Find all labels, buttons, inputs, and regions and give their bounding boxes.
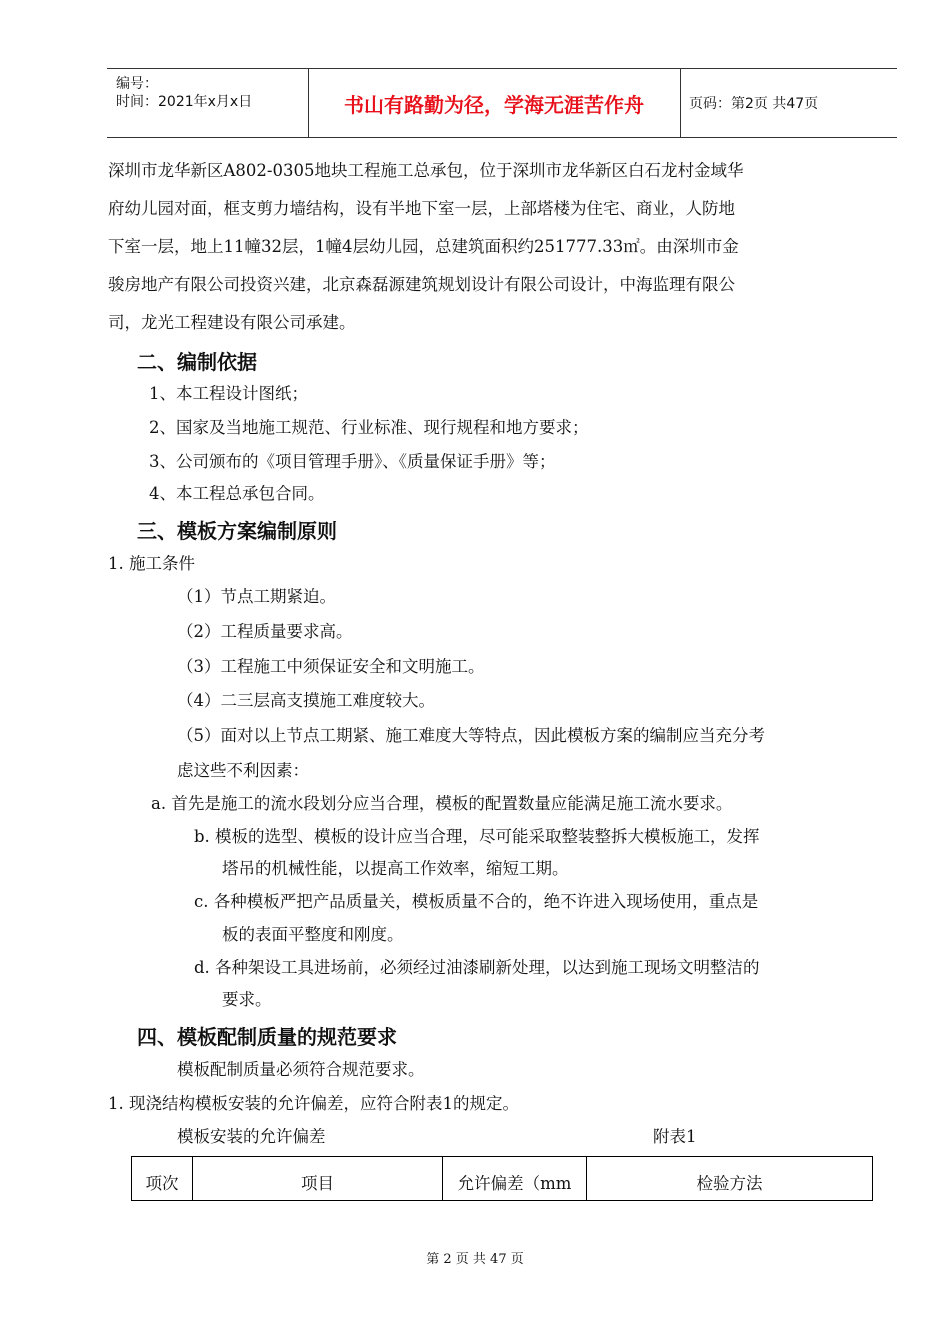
col-header-method: 检验方法	[587, 1157, 873, 1201]
section-heading: 四、模板配制质量的规范要求	[137, 1025, 397, 1049]
header-divider	[680, 69, 681, 137]
subsection-heading: 1. 施工条件	[108, 554, 195, 573]
col-header-item: 项目	[193, 1157, 443, 1201]
condition-item: 虑这些不利因素：	[177, 761, 309, 780]
table-reference: 附表1	[653, 1127, 697, 1146]
col-header-tolerance: 允许偏差（mm	[443, 1157, 587, 1201]
header-page-info: 页码：第2页 共47页	[689, 96, 819, 112]
principle-point: b. 模板的选型、模板的设计应当合理，尽可能采取整装整拆大模板施工，发挥	[194, 827, 760, 846]
basis-item: 2、国家及当地施工规范、行业标准、现行规程和地方要求；	[149, 418, 589, 437]
principle-point: d. 各种架设工具进场前，必须经过油漆刷新处理，以达到施工现场文明整洁的	[194, 958, 760, 977]
subsection-heading: 1. 现浇结构模板安装的允许偏差，应符合附表1的规定。	[108, 1094, 519, 1113]
header-motto: 书山有路勤为径，学海无涯苦作舟	[344, 92, 644, 117]
condition-item: （1）节点工期紧迫。	[177, 587, 336, 606]
principle-point: 塔吊的机械性能，以提高工作效率，缩短工期。	[222, 859, 569, 878]
condition-item: （4）二三层高支摸施工难度较大。	[177, 691, 435, 710]
basis-item: 4、本工程总承包合同。	[149, 484, 325, 503]
intro-line: 下室一层，地上11幢32层，1幢4层幼儿园，总建筑面积约251777.33㎡。由深圳市金	[108, 237, 739, 256]
section-heading: 三、模板方案编制原则	[137, 519, 337, 543]
basis-item: 3、公司颁布的《项目管理手册》、《质量保证手册》等；	[149, 452, 556, 471]
condition-item: （3）工程施工中须保证安全和文明施工。	[177, 657, 485, 676]
intro-line: 府幼儿园对面，框支剪力墙结构，设有半地下室一层，上部塔楼为住宅、商业，人防地	[108, 199, 735, 218]
intro-line: 司，龙光工程建设有限公司承建。	[108, 313, 356, 332]
section-heading: 二、编制依据	[137, 350, 257, 374]
doc-time-label: 时间：2021年x月x日	[116, 94, 253, 110]
col-header-index: 项次	[132, 1157, 193, 1201]
doc-number-label: 编号：	[116, 76, 158, 92]
section-intro: 模板配制质量必须符合规范要求。	[177, 1060, 425, 1079]
intro-line: 深圳市龙华新区A802-0305地块工程施工总承包，位于深圳市龙华新区白石龙村金域华	[108, 161, 744, 180]
principle-point: 要求。	[222, 990, 272, 1009]
basis-item: 1、本工程设计图纸；	[149, 384, 308, 403]
page-footer: 第 2 页 共 47 页	[426, 1252, 524, 1267]
intro-line: 骏房地产有限公司投资兴建，北京森磊源建筑规划设计有限公司设计，中海监理有限公	[108, 275, 735, 294]
page-header	[107, 68, 897, 138]
principle-point: 板的表面平整度和刚度。	[222, 925, 404, 944]
table-caption: 模板安装的允许偏差	[177, 1127, 326, 1146]
principle-point: c. 各种模板严把产品质量关，模板质量不合的，绝不许进入现场使用，重点是	[194, 892, 759, 911]
header-meta	[107, 69, 307, 137]
condition-item: （2）工程质量要求高。	[177, 622, 353, 641]
condition-item: （5）面对以上节点工期紧、施工难度大等特点，因此模板方案的编制应当充分考	[177, 726, 765, 745]
principle-point: a. 首先是施工的流水段划分应当合理，模板的配置数量应能满足施工流水要求。	[151, 794, 733, 813]
table-header-row	[132, 1157, 873, 1201]
tolerance-table	[131, 1156, 873, 1201]
